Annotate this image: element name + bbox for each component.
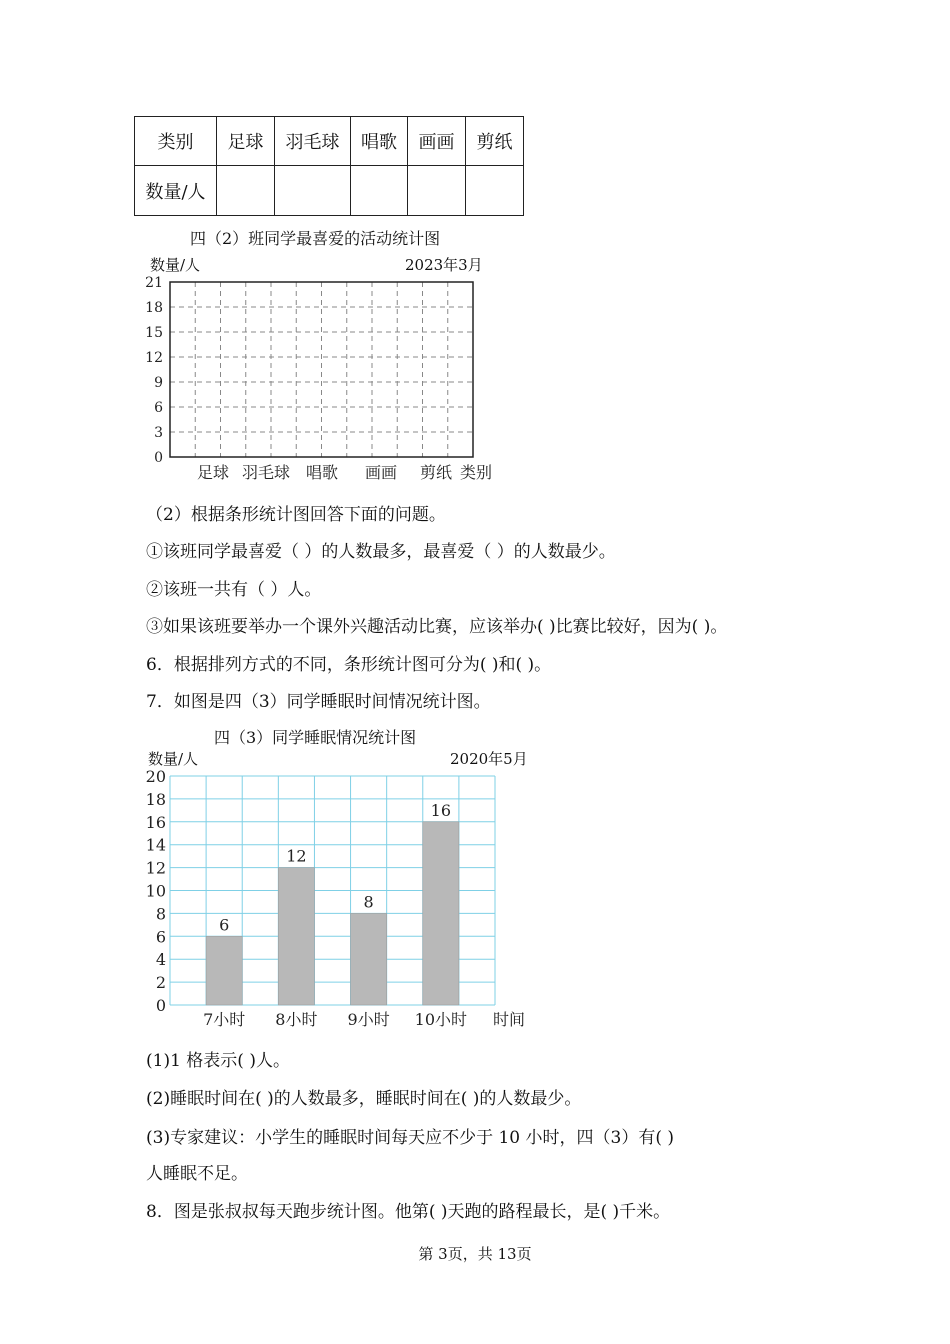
y-tick-label: 18 [145, 300, 163, 316]
table-cell: 类别 [135, 117, 217, 166]
y-tick-label: 18 [145, 789, 166, 809]
bar [278, 868, 314, 1005]
y-tick-label: 12 [145, 350, 163, 366]
table-cell [275, 166, 351, 216]
y-tick-label: 6 [154, 400, 163, 416]
x-category-label: 10小时 [414, 1010, 468, 1029]
x-axis-label: 类别 [459, 463, 493, 482]
x-category-label: 画画 [364, 463, 398, 482]
question-text: ③如果该班要举办一个课外兴趣活动比赛，应该举办( )比赛比较好，因为( )。 [146, 617, 728, 637]
question-text: 7．如图是四（3）同学睡眠时间情况统计图。 [146, 692, 491, 712]
table-header-row [135, 117, 524, 166]
x-category-label: 8小时 [275, 1010, 318, 1029]
x-category-label: 7小时 [203, 1010, 246, 1029]
x-category-label: 足球 [196, 463, 230, 482]
table-data-row [135, 166, 524, 216]
chart1-date: 2023年3月 [405, 256, 483, 274]
question-text: ②该班一共有（ ）人。 [146, 580, 322, 600]
x-category-label: 唱歌 [305, 463, 339, 482]
question-text: 人睡眠不足。 [146, 1164, 248, 1184]
y-tick-label: 2 [155, 973, 166, 993]
table-cell [408, 166, 466, 216]
y-tick-label: 15 [145, 325, 163, 341]
chart2-plot [140, 766, 540, 1031]
bar-value-label: 8 [363, 892, 374, 912]
y-tick-label: 3 [154, 425, 163, 441]
y-tick-label: 9 [154, 375, 163, 391]
chart2-title: 四（3）同学睡眠情况统计图 [214, 728, 417, 747]
table-cell: 足球 [217, 117, 275, 166]
category-table [134, 116, 524, 216]
question-text: （2）根据条形统计图回答下面的问题。 [146, 505, 446, 525]
chart2-date: 2020年5月 [450, 750, 528, 768]
question-text: ①该班同学最喜爱（ ）的人数最多，最喜爱（ ）的人数最少。 [146, 542, 616, 562]
table-cell [217, 166, 275, 216]
question-text: (2)睡眠时间在( )的人数最多，睡眠时间在( )的人数最少。 [146, 1089, 582, 1109]
table-cell: 唱歌 [351, 117, 408, 166]
bar [351, 913, 387, 1005]
chart1-title: 四（2）班同学最喜爱的活动统计图 [190, 229, 441, 248]
y-tick-label: 4 [155, 950, 166, 970]
table-cell [351, 166, 408, 216]
y-tick-label: 0 [154, 450, 163, 466]
y-tick-label: 14 [145, 835, 166, 855]
x-category-label: 羽毛球 [241, 463, 291, 482]
y-tick-label: 0 [155, 996, 166, 1015]
x-axis-label: 时间 [492, 1010, 526, 1029]
bar [423, 822, 459, 1005]
page-footer: 第 3页，共 13页 [418, 1245, 532, 1263]
chart1-plot [140, 272, 510, 487]
bar-value-label: 12 [286, 846, 307, 866]
table-cell [466, 166, 524, 216]
bar-value-label: 16 [430, 800, 452, 820]
y-tick-label: 10 [145, 881, 166, 901]
table-cell: 羽毛球 [275, 117, 351, 166]
bar [206, 936, 242, 1005]
y-tick-label: 8 [155, 904, 166, 924]
x-category-label: 9小时 [347, 1010, 390, 1029]
y-tick-label: 21 [145, 275, 163, 291]
y-tick-label: 6 [155, 927, 166, 947]
question-text: 6．根据排列方式的不同，条形统计图可分为( )和( )。 [146, 655, 552, 675]
table-cell: 数量/人 [135, 166, 217, 216]
question-text: 8．图是张叔叔每天跑步统计图。他第( )天跑的路程最长，是( )千米。 [146, 1202, 671, 1222]
table-cell: 画画 [408, 117, 466, 166]
chart1-ylabel: 数量/人 [150, 256, 201, 274]
bar-value-label: 6 [219, 915, 230, 935]
question-text: (1)1 格表示( )人。 [146, 1051, 290, 1071]
y-tick-label: 16 [145, 812, 166, 832]
question-text: (3)专家建议：小学生的睡眠时间每天应不少于 10 小时，四（3）有( ) [146, 1128, 675, 1148]
y-tick-label: 12 [145, 858, 166, 878]
y-tick-label: 20 [145, 767, 166, 786]
chart2-ylabel: 数量/人 [148, 750, 199, 768]
table-cell: 剪纸 [466, 117, 524, 166]
x-category-label: 剪纸 [419, 463, 453, 482]
